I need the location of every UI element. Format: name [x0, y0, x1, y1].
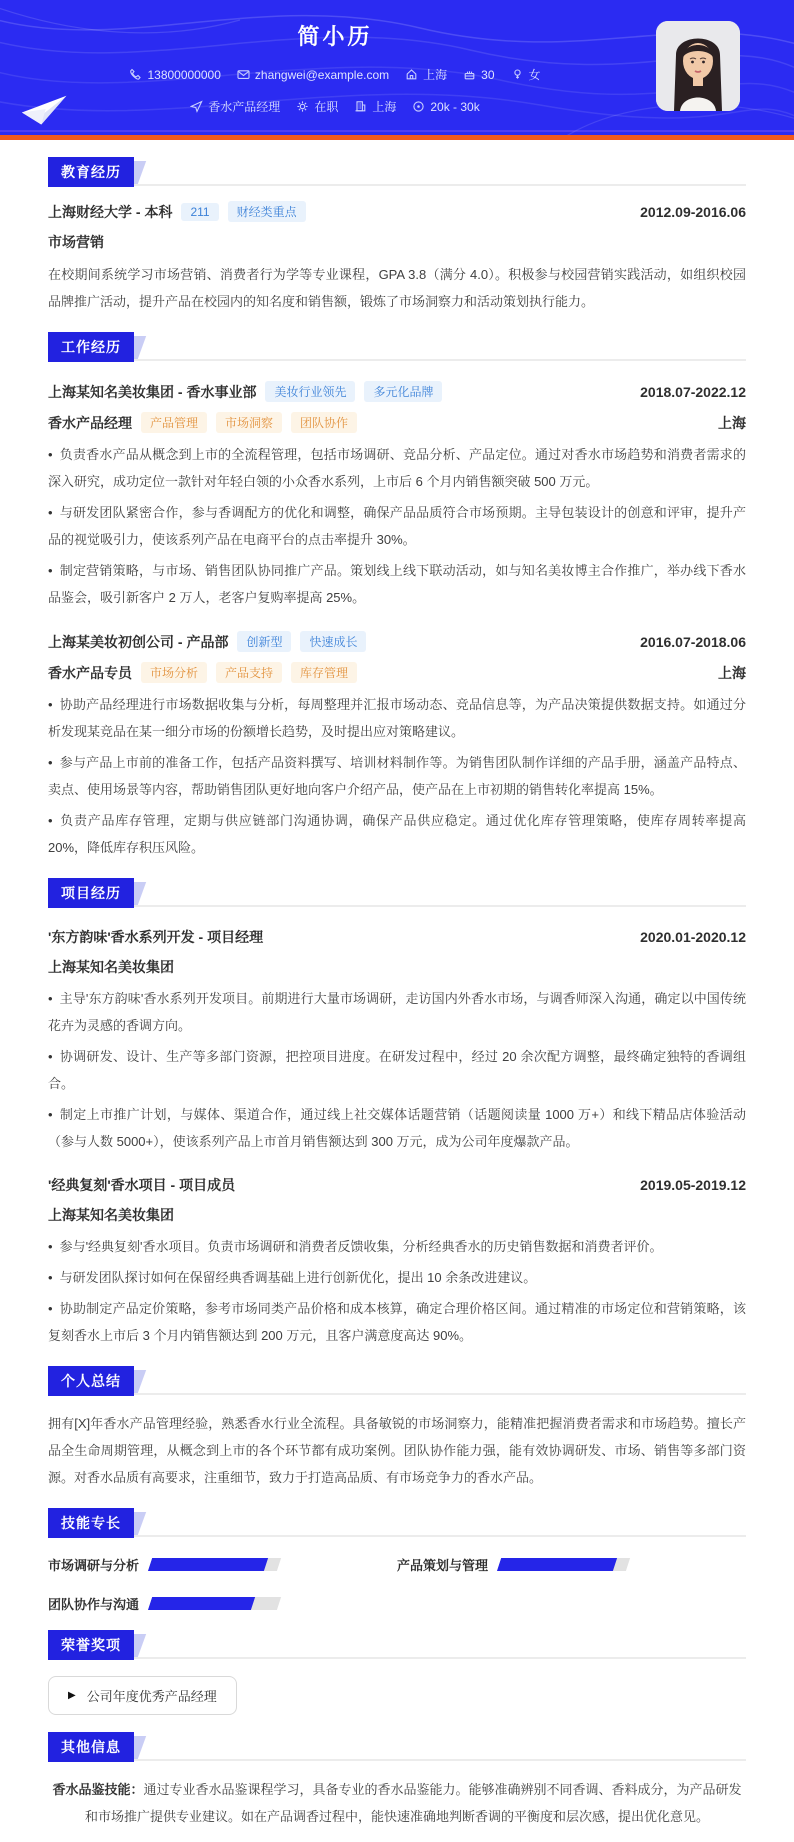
skill-label: 团队协作与沟通 — [48, 1597, 140, 1612]
summary-text: 拥有[X]年香水产品管理经验，熟悉香水行业全流程。具备敏锐的市场洞察力，能精准把握消费者需求和市场趋势。擅长产品全生命周期管理，从概念到上市的各个环节都有成功案例。团队协作能力强，能有效协调研发、市场、销售等多部门资源。对香水品质有高要求，注重细节，致力于打造高品质、有市场竞争力的香水产品。 — [48, 1416, 746, 1485]
section-title-badge: 荣誉奖项 — [48, 1630, 134, 1660]
status-value: 在职 — [314, 100, 339, 114]
role-tag: 市场分析 — [141, 662, 207, 683]
paper-plane-icon — [190, 100, 203, 113]
skill-progress-bar — [497, 1558, 630, 1571]
company-name: 上海某知名美妆集团 - 香水事业部 — [48, 383, 257, 400]
email-item — [237, 68, 389, 82]
salary-item — [412, 100, 479, 114]
email-value: zhangwei@example.com — [254, 67, 390, 82]
job-date: 2018.07-2022.12 — [640, 383, 746, 400]
contact-row-2 — [0, 98, 670, 115]
section-skills — [48, 1508, 746, 1613]
email-icon — [237, 68, 250, 81]
project-company: 上海某知名美妆集团 — [48, 1207, 174, 1223]
play-arrow-icon: ▶ — [68, 1689, 76, 1701]
skill-row — [48, 1594, 397, 1613]
skill-label: 产品策划与管理 — [397, 1558, 489, 1573]
avatar — [656, 21, 740, 111]
company-name: 上海某美妆初创公司 - 产品部 — [48, 633, 229, 650]
project-bullet: • 参与'经典复刻'香水项目。负责市场调研和消费者反馈收集，分析经典香水的历史销售数据和消费者评价。 — [48, 1239, 663, 1254]
role-tag: 产品支持 — [216, 662, 282, 683]
age-icon — [463, 68, 476, 81]
skill-progress-bar — [148, 1558, 281, 1571]
project-bullet: • 协调研发、设计、生产等多部门资源，把控项目进度。在研发过程中，经过 20 余次配方调整，最终确定独特的香调组合。 — [48, 1049, 746, 1091]
project-bullet: • 协助制定产品定价策略，参考市场同类产品价格和成本核算，确定合理价格区间。通过精准的市场定位和营销策略，该复刻香水上市后 3 个月内销售额达到 200 万元，且客户满意度高达 90%。 — [48, 1301, 746, 1343]
building-icon — [354, 100, 367, 113]
job-role: 香水产品专员 — [48, 664, 132, 681]
section-work — [48, 332, 746, 861]
school-tag: 财经类重点 — [228, 201, 306, 222]
section-title-badge: 工作经历 — [48, 332, 134, 362]
section-header — [48, 1732, 746, 1761]
company-tag: 多元化品牌 — [364, 381, 442, 402]
job-location: 上海 — [718, 414, 746, 431]
honor-label: 公司年度优秀产品经理 — [86, 1689, 217, 1704]
project-bullet: • 与研发团队探讨如何在保留经典香调基础上进行创新优化，提出 10 余条改进建议。 — [48, 1270, 537, 1285]
section-education — [48, 157, 746, 315]
city-item — [405, 66, 447, 83]
skills-grid — [48, 1555, 746, 1613]
project-company: 上海某知名美妆集团 — [48, 959, 174, 975]
project-bullet: • 主导'东方韵味'香水系列开发项目。前期进行大量市场调研，走访国内外香水市场，与调香师深入沟通，确定以中国传统花卉为灵感的香调方向。 — [48, 991, 746, 1033]
skill-label: 市场调研与分析 — [48, 1558, 140, 1573]
section-header — [48, 332, 746, 361]
company-tag: 创新型 — [237, 631, 291, 652]
candidate-name: 简小历 — [297, 24, 373, 49]
gender-item — [511, 66, 541, 83]
work-city-item — [354, 98, 396, 115]
section-projects — [48, 878, 746, 1349]
major: 市场营销 — [48, 234, 104, 250]
gear-icon — [296, 100, 309, 113]
age-item — [463, 68, 494, 82]
other-info-text: 香水品鉴技能：通过专业香水品鉴课程学习，具备专业的香水品鉴能力。能够准确辨别不同香调、香料成分，为产品研发和市场推广提供专业建议。如在产品调香过程中，能快速准确地判断香调的平衡度和层次感，提出优化意见。 — [52, 1782, 742, 1824]
school-name: 上海财经大学 - 本科 — [48, 203, 173, 220]
section-other — [48, 1732, 746, 1830]
education-entry-row — [48, 201, 746, 222]
section-header — [48, 878, 746, 907]
contact-row-1 — [0, 66, 670, 83]
job-bullet: • 负责产品库存管理，定期与供应链部门沟通协调，确保产品供应稳定。通过优化库存管理策略，使库存周转率提高 20%，降低库存积压风险。 — [48, 813, 746, 855]
project-entry — [48, 927, 746, 1155]
job-bullet: • 参与产品上市前的准备工作，包括产品资料撰写、培训材料制作等。为销售团队制作详细的产品手册，涵盖产品特点、卖点、使用场景等内容，帮助销售团队更好地向客户介绍产品，使产品在上市初期的销售转化率提高 15%。 — [48, 755, 746, 797]
section-honors — [48, 1630, 746, 1715]
section-title-badge: 项目经历 — [48, 878, 134, 908]
position-item — [190, 98, 280, 115]
phone-icon — [129, 68, 142, 81]
skill-row — [397, 1555, 746, 1574]
salary-value: 20k - 30k — [430, 99, 480, 114]
job-bullet: • 制定营销策略，与市场、销售团队协同推广产品。策划线上线下联动活动，如与知名美妆博主合作推广，举办线下香水品鉴会，吸引新客户 2 万人，老客户复购率提高 25%。 — [48, 563, 746, 605]
job-date: 2016.07-2018.06 — [640, 633, 746, 650]
section-title-badge: 技能专长 — [48, 1508, 134, 1538]
project-bullet: • 制定上市推广计划，与媒体、渠道合作，通过线上社交媒体话题营销（话题阅读量 1000 万+）和线下精品店体验活动（参与人数 5000+），使该系列产品上市首月销售额达到 300 万元，成为公司年度爆款产品。 — [48, 1107, 746, 1149]
section-title-badge: 个人总结 — [48, 1366, 134, 1396]
city-value: 上海 — [423, 68, 448, 82]
job-location: 上海 — [718, 664, 746, 681]
job-bullet: • 协助产品经理进行市场数据收集与分析，每周整理并汇报市场动态、竞品信息等，为产品决策提供数据支持。如通过分析发现某竞品在某一细分市场的份额增长趋势，及时提出应对策略建议。 — [48, 697, 746, 739]
age-value: 30 — [481, 67, 495, 82]
project-date: 2020.01-2020.12 — [640, 929, 746, 945]
section-title-badge: 教育经历 — [48, 157, 134, 187]
education-description: 在校期间系统学习市场营销、消费者行为学等专业课程，GPA 3.8（满分 4.0）。积极参与校园营销实践活动，如组织校园品牌推广活动，提升产品在校园内的知名度和销售额，锻炼了市场洞察力和活动策划执行能力。 — [48, 267, 746, 309]
project-name: '经典复刻'香水项目 - 项目成员 — [48, 1177, 236, 1193]
job-bullet: • 负责香水产品从概念到上市的全流程管理，包括市场调研、竞品分析、产品定位。通过对香水市场趋势和消费者需求的深入研究，成功定位一款针对年轻白领的小众香水系列，上市后 6 个月内销售额突破 500 万元。 — [48, 447, 746, 489]
gender-icon — [511, 68, 524, 81]
skill-progress-bar — [148, 1597, 281, 1610]
job-role: 香水产品经理 — [48, 414, 132, 431]
project-entry — [48, 1175, 746, 1349]
phone-item — [129, 68, 220, 82]
other-info-label: 香水品鉴技能： — [52, 1782, 144, 1797]
resume-body — [0, 157, 794, 1842]
project-name: '东方韵味'香水系列开发 - 项目经理 — [48, 929, 264, 945]
skill-row — [48, 1555, 397, 1574]
role-tag: 市场洞察 — [216, 412, 282, 433]
section-summary — [48, 1366, 746, 1491]
work-city-value: 上海 — [372, 100, 397, 114]
job-bullet: • 与研发团队紧密合作，参与香调配方的优化和调整，确保产品品质符合市场预期。主导包装设计的创意和评审，提升产品的视觉吸引力，使该系列产品在电商平台的点击率提升 30%。 — [48, 505, 746, 547]
salary-icon — [412, 100, 425, 113]
resume-header — [0, 0, 794, 140]
position-value: 香水产品经理 — [208, 100, 281, 114]
phone-value: 13800000000 — [147, 67, 221, 82]
company-tag: 美妆行业领先 — [265, 381, 355, 402]
job-entry — [48, 381, 746, 611]
home-icon — [405, 68, 418, 81]
role-tag: 库存管理 — [291, 662, 357, 683]
company-tag: 快速成长 — [300, 631, 366, 652]
project-date: 2019.05-2019.12 — [640, 1177, 746, 1193]
gender-value: 女 — [528, 68, 541, 82]
job-entry — [48, 631, 746, 861]
section-header — [48, 1508, 746, 1537]
honor-item-button[interactable] — [48, 1676, 237, 1715]
section-header — [48, 1630, 746, 1659]
status-item — [296, 98, 338, 115]
role-tag: 团队协作 — [291, 412, 357, 433]
education-date: 2012.09-2016.06 — [640, 203, 746, 220]
section-header — [48, 157, 746, 186]
section-header — [48, 1366, 746, 1395]
section-title-badge: 其他信息 — [48, 1732, 134, 1762]
role-tag: 产品管理 — [141, 412, 207, 433]
school-tag: 211 — [181, 203, 218, 221]
